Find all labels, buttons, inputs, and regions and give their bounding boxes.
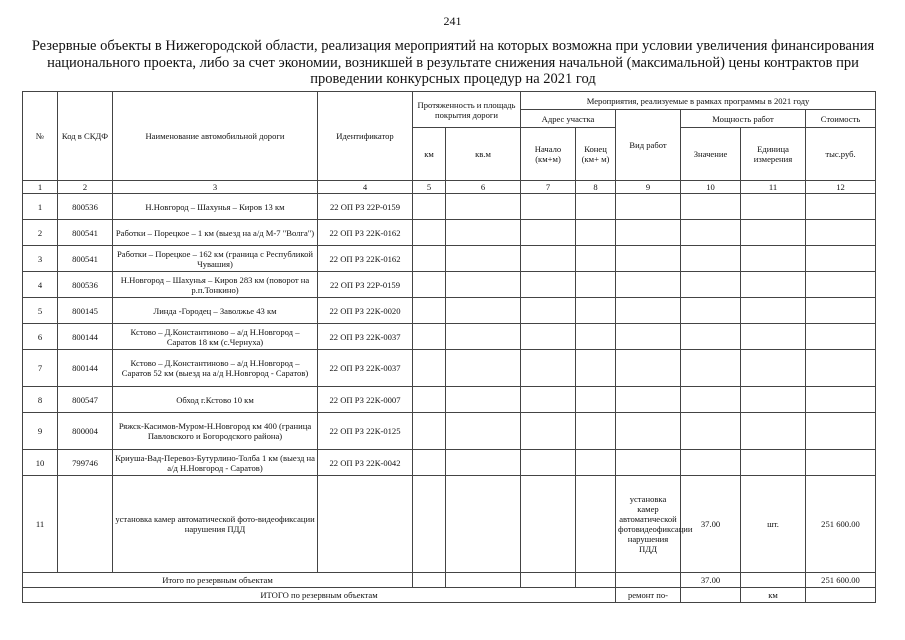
table-row [23, 220, 876, 246]
empty-cell [806, 246, 876, 272]
empty-cell [446, 573, 521, 588]
row-road-name: Кстово – Д.Константиново – а/д Н.Новгород – Саратов 18 км (с.Чернуха) [113, 324, 318, 350]
row-number: 11 [23, 476, 58, 573]
empty-cell [413, 350, 446, 387]
empty-cell [413, 413, 446, 450]
row-skdf-code: 799746 [58, 450, 113, 476]
header-length-group: Протяженность и площадь покрытия дороги [413, 92, 521, 128]
empty-cell [806, 324, 876, 350]
empty-cell [616, 272, 681, 298]
empty-cell [576, 387, 616, 413]
table-row [23, 413, 876, 450]
reserve-objects-table [22, 91, 876, 603]
empty-cell [576, 194, 616, 220]
row-identifier: 22 ОП РЗ 22К-0007 [318, 387, 413, 413]
empty-cell [521, 450, 576, 476]
empty-cell [681, 588, 741, 603]
row-number: 8 [23, 387, 58, 413]
empty-cell [446, 450, 521, 476]
empty-cell [576, 246, 616, 272]
empty-cell [681, 272, 741, 298]
empty-cell [446, 272, 521, 298]
column-number: 11 [741, 181, 806, 194]
row-identifier: 22 ОП РЗ 22К-0042 [318, 450, 413, 476]
empty-cell [521, 298, 576, 324]
empty-cell [741, 194, 806, 220]
page-number: 241 [443, 14, 462, 28]
empty-cell [681, 298, 741, 324]
header-sqm: кв.м [446, 128, 521, 181]
empty-cell [413, 450, 446, 476]
empty-cell [616, 298, 681, 324]
empty-cell [413, 476, 446, 573]
row-road-name: Н.Новгород – Шахунья – Киров 13 км [113, 194, 318, 220]
empty-cell [446, 220, 521, 246]
table-row [23, 194, 876, 220]
row-work-type: установка камер автоматической фотовидеофиксации нарушения ПДД [616, 476, 681, 573]
empty-cell [413, 298, 446, 324]
row-identifier: 22 ОП РЗ 22К-0125 [318, 413, 413, 450]
empty-cell [521, 220, 576, 246]
grand-total-row [23, 588, 876, 603]
column-number: 1 [23, 181, 58, 194]
empty-cell [741, 298, 806, 324]
table-row [23, 324, 876, 350]
empty-cell [806, 220, 876, 246]
empty-cell [806, 298, 876, 324]
empty-cell [741, 246, 806, 272]
row-number: 2 [23, 220, 58, 246]
empty-cell [616, 194, 681, 220]
row-road-name: Кстово – Д.Константиново – а/д Н.Новгород – Саратов 52 км (выезд на а/д Н.Новгород - Саратов) [113, 350, 318, 387]
empty-cell [521, 272, 576, 298]
empty-cell [741, 272, 806, 298]
document-title: Резервные объекты в Нижегородской области, реализация мероприятий на которых возможна при условии увеличения финансирования национального проекта, либо за счет экономии, возникшей в результате снижения начальной (максимальной) цены контрактов при проведении конкурсных процедур на 2021 год [31, 38, 875, 87]
row-road-name: Криуша-Вад-Перевоз-Бутурлино-Толба 1 км (выезд на а/д Н.Новгород - Саратов) [113, 450, 318, 476]
empty-cell [681, 324, 741, 350]
empty-cell [806, 450, 876, 476]
empty-cell [741, 324, 806, 350]
empty-cell [741, 413, 806, 450]
table-row [23, 298, 876, 324]
empty-cell [806, 413, 876, 450]
empty-cell [741, 350, 806, 387]
empty-cell [521, 246, 576, 272]
empty-cell [521, 194, 576, 220]
empty-cell [318, 476, 413, 573]
row-skdf-code: 800541 [58, 246, 113, 272]
header-address: Адрес участка [521, 110, 616, 128]
header-value: Значение [681, 128, 741, 181]
empty-cell [616, 413, 681, 450]
row-cost: 251 600.00 [806, 476, 876, 573]
column-numbers-row [23, 181, 876, 194]
empty-cell [681, 194, 741, 220]
row-identifier: 22 ОП РЗ 22К-0037 [318, 324, 413, 350]
table-row [23, 350, 876, 387]
row-identifier: 22 ОП РЗ 22К-0162 [318, 246, 413, 272]
empty-cell [681, 350, 741, 387]
total-value: 37.00 [681, 573, 741, 588]
total-label: Итого по резервным объектам [23, 573, 413, 588]
row-number: 1 [23, 194, 58, 220]
row-number: 6 [23, 324, 58, 350]
empty-cell [681, 450, 741, 476]
row-skdf-code: 800004 [58, 413, 113, 450]
empty-cell [616, 573, 681, 588]
row-skdf-code: 800145 [58, 298, 113, 324]
empty-cell [681, 246, 741, 272]
empty-cell [806, 272, 876, 298]
row-road-name: Работки – Порецкое – 162 км (граница с Республикой Чувашия) [113, 246, 318, 272]
header-identifier: Идентификатор [318, 92, 413, 181]
empty-cell [521, 324, 576, 350]
row-road-name: Н.Новгород – Шахунья – Киров 283 км (поворот на р.п.Тонкино) [113, 272, 318, 298]
empty-cell [806, 350, 876, 387]
row-skdf-code: 800144 [58, 350, 113, 387]
header-cost: тыс.руб. [806, 128, 876, 181]
column-number: 2 [58, 181, 113, 194]
empty-cell [446, 194, 521, 220]
empty-cell [446, 350, 521, 387]
row-road-name: Работки – Порецкое – 1 км (выезд на а/д М-7 "Волга") [113, 220, 318, 246]
column-number: 8 [576, 181, 616, 194]
empty-cell [413, 194, 446, 220]
header-program-group: Мероприятия, реализуемые в рамках программы в 2021 году [521, 92, 876, 110]
header-end: Конец (км+ м) [576, 128, 616, 181]
empty-cell [446, 298, 521, 324]
table-row [23, 272, 876, 298]
column-number: 6 [446, 181, 521, 194]
row-number: 3 [23, 246, 58, 272]
row-number: 7 [23, 350, 58, 387]
grand-total-work-type: ремонт по- [616, 588, 681, 603]
total-row [23, 573, 876, 588]
empty-cell [616, 220, 681, 246]
column-number: 4 [318, 181, 413, 194]
empty-cell [521, 476, 576, 573]
empty-cell [521, 573, 576, 588]
header-code: Код в СКДФ [58, 92, 113, 181]
empty-cell [741, 220, 806, 246]
empty-cell [576, 413, 616, 450]
empty-cell [741, 450, 806, 476]
grand-total-label: ИТОГО по резервным объектам [23, 588, 616, 603]
empty-cell [521, 350, 576, 387]
empty-cell [806, 194, 876, 220]
row-number: 9 [23, 413, 58, 450]
empty-cell [446, 324, 521, 350]
empty-cell [413, 246, 446, 272]
empty-cell [806, 588, 876, 603]
empty-cell [806, 387, 876, 413]
empty-cell [413, 573, 446, 588]
row-identifier: 22 ОП РЗ 22К-0037 [318, 350, 413, 387]
empty-cell [681, 387, 741, 413]
row-road-name: установка камер автоматической фото-видеофиксации нарушения ПДД [113, 476, 318, 573]
table-row [23, 476, 876, 573]
column-number: 10 [681, 181, 741, 194]
header-road-name: Наименование автомобильной дороги [113, 92, 318, 181]
row-identifier: 22 ОП РЗ 22Р-0159 [318, 272, 413, 298]
table-row [23, 450, 876, 476]
column-number: 5 [413, 181, 446, 194]
empty-cell [58, 476, 113, 573]
empty-cell [576, 450, 616, 476]
row-skdf-code: 800541 [58, 220, 113, 246]
row-skdf-code: 800536 [58, 272, 113, 298]
empty-cell [576, 350, 616, 387]
empty-cell [576, 220, 616, 246]
column-number: 9 [616, 181, 681, 194]
grand-total-unit: км [741, 588, 806, 603]
header-start: Начало (км+м) [521, 128, 576, 181]
table-row [23, 246, 876, 272]
row-number: 10 [23, 450, 58, 476]
empty-cell [681, 413, 741, 450]
empty-cell [616, 387, 681, 413]
row-capacity-unit: шт. [741, 476, 806, 573]
empty-cell [616, 450, 681, 476]
empty-cell [413, 220, 446, 246]
header-unit: Единица измерения [741, 128, 806, 181]
empty-cell [576, 573, 616, 588]
header-work-type: Вид работ [616, 110, 681, 181]
empty-cell [576, 272, 616, 298]
empty-cell [576, 476, 616, 573]
empty-cell [446, 387, 521, 413]
row-number: 4 [23, 272, 58, 298]
row-road-name: Ряжск-Касимов-Муром-Н.Новгород км 400 (граница Павловского и Богородского района) [113, 413, 318, 450]
header-num: № [23, 92, 58, 181]
row-skdf-code: 800547 [58, 387, 113, 413]
column-number: 12 [806, 181, 876, 194]
empty-cell [616, 324, 681, 350]
row-skdf-code: 800144 [58, 324, 113, 350]
empty-cell [413, 387, 446, 413]
table-row [23, 387, 876, 413]
column-number: 7 [521, 181, 576, 194]
header-cost-group: Стоимость [806, 110, 876, 128]
header-capacity: Мощность работ [681, 110, 806, 128]
row-road-name: Линда -Городец – Заволжье 43 км [113, 298, 318, 324]
row-skdf-code: 800536 [58, 194, 113, 220]
row-identifier: 22 ОП РЗ 22К-0162 [318, 220, 413, 246]
header-km: км [413, 128, 446, 181]
empty-cell [741, 573, 806, 588]
empty-cell [616, 350, 681, 387]
empty-cell [413, 272, 446, 298]
empty-cell [413, 324, 446, 350]
empty-cell [521, 413, 576, 450]
total-cost: 251 600.00 [806, 573, 876, 588]
row-capacity-value: 37.00 [681, 476, 741, 573]
empty-cell [446, 413, 521, 450]
column-number: 3 [113, 181, 318, 194]
empty-cell [681, 220, 741, 246]
empty-cell [446, 476, 521, 573]
empty-cell [576, 298, 616, 324]
empty-cell [521, 387, 576, 413]
empty-cell [576, 324, 616, 350]
row-identifier: 22 ОП РЗ 22К-0020 [318, 298, 413, 324]
empty-cell [446, 246, 521, 272]
row-identifier: 22 ОП РЗ 22Р-0159 [318, 194, 413, 220]
empty-cell [741, 387, 806, 413]
row-number: 5 [23, 298, 58, 324]
empty-cell [616, 246, 681, 272]
row-road-name: Обход г.Кстово 10 км [113, 387, 318, 413]
